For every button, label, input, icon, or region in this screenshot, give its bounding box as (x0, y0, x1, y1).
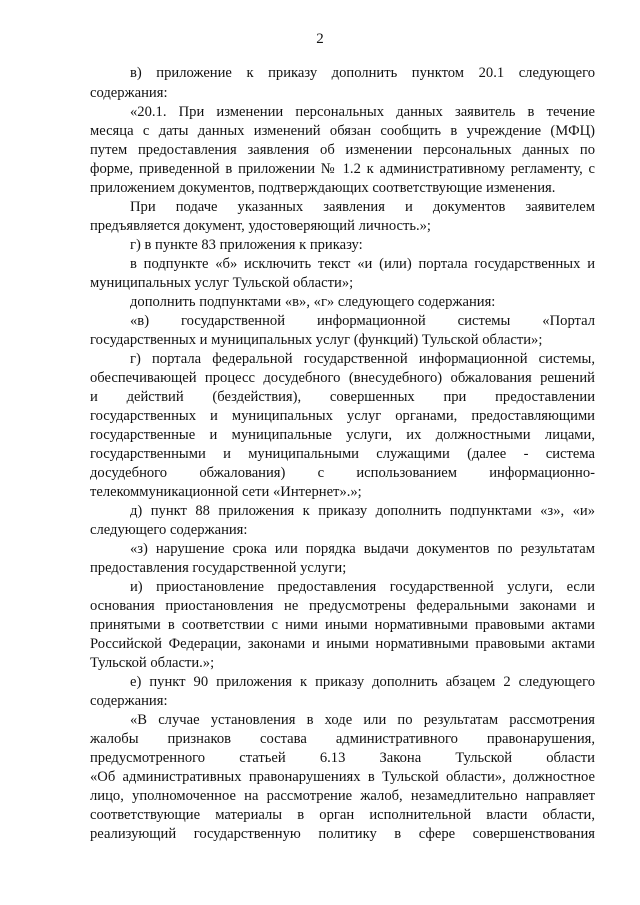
page-number: 2 (316, 31, 324, 47)
text-line: обеспечивающей процесс досудебного (внесудебного) обжалования решений (90, 370, 595, 386)
text-line: в) приложение к приказу дополнить пунктом 20.1 следующего (130, 65, 595, 81)
text-line: д) пункт 88 приложения к приказу дополнить подпунктами «з», «и» (130, 503, 595, 519)
text-line: государственных и муниципальных услуг органами, предоставляющими (90, 408, 595, 424)
text-line: дополнить подпунктами «в», «г» следующего содержания: (130, 294, 496, 310)
text-line: «Об административных правонарушениях в Тульской области», должностное (90, 769, 595, 785)
text-line: государственных и муниципальных услуг (функций) Тульской области»; (90, 332, 543, 348)
text-line: содержания: (90, 85, 168, 101)
text-line: форме, приведенной в приложении № 1.2 к административному регламенту, с (90, 161, 595, 177)
text-line: путем предоставления заявления об изменении персональных данных по (90, 142, 595, 158)
text-line: досудебного обжалования) с использованием информационно- (90, 465, 595, 481)
text-line: лицо, уполномоченное на рассмотрение жалоб, незамедлительно направляет (90, 788, 595, 804)
text-line: «в) государственной информационной системы «Портал (130, 313, 595, 329)
text-line: принятыми в соответствии с ними иными нормативными правовыми актами (90, 617, 595, 633)
text-line: следующего содержания: (90, 522, 248, 538)
text-line: приложением документов, подтверждающих соответствующие изменения. (90, 180, 556, 196)
text-line: е) пункт 90 приложения к приказу дополнить абзацем 2 следующего (130, 674, 595, 690)
text-line: и) приостановление предоставления государственной услуги, если (130, 579, 595, 595)
text-line: в подпункте «б» исключить текст «и (или) портала государственных и (130, 256, 595, 272)
text-line: При подаче указанных заявления и документов заявителем (130, 199, 595, 215)
text-line: месяца с даты данных изменений обязан сообщить в учреждение (МФЦ) (90, 123, 595, 139)
text-line: государственные и муниципальные услуги, их должностными лицами, (90, 427, 595, 443)
text-line: г) портала федеральной государственной информационной системы, (130, 351, 595, 367)
text-line: предусмотренного статьей 6.13 Закона Тульской области (90, 750, 595, 766)
text-line: соответствующие материалы в орган исполнительной власти области, (90, 807, 595, 823)
text-line: предоставления государственной услуги; (90, 560, 347, 576)
text-line: «з) нарушение срока или порядка выдачи документов по результатам (130, 541, 595, 557)
text-line: и действий (бездействия), совершенных при предоставлении (90, 389, 595, 405)
text-line: г) в пункте 83 приложения к приказу: (130, 237, 363, 253)
text-line: «В случае установления в ходе или по результатам рассмотрения (130, 712, 595, 728)
text-line: содержания: (90, 693, 168, 709)
text-line: Российской Федерации, законами и иными нормативными правовыми актами (90, 636, 595, 652)
text-line: муниципальных услуг Тульской области»; (90, 275, 354, 291)
text-line: «20.1. При изменении персональных данных заявитель в течение (130, 104, 595, 120)
text-line: телекоммуникационной сети «Интернет».»; (90, 484, 362, 500)
text-line: государственными и муниципальными служащими (далее - система (90, 446, 595, 462)
text-line: предъявляется документ, удостоверяющий личность.»; (90, 218, 431, 234)
text-line: основания приостановления не предусмотрены федеральными законами и (90, 598, 595, 614)
text-line: Тульской области.»; (90, 655, 215, 671)
text-line: жалобы признаков состава административного правонарушения, (90, 731, 595, 747)
text-line: реализующий государственную политику в сфере совершенствования (90, 826, 595, 842)
